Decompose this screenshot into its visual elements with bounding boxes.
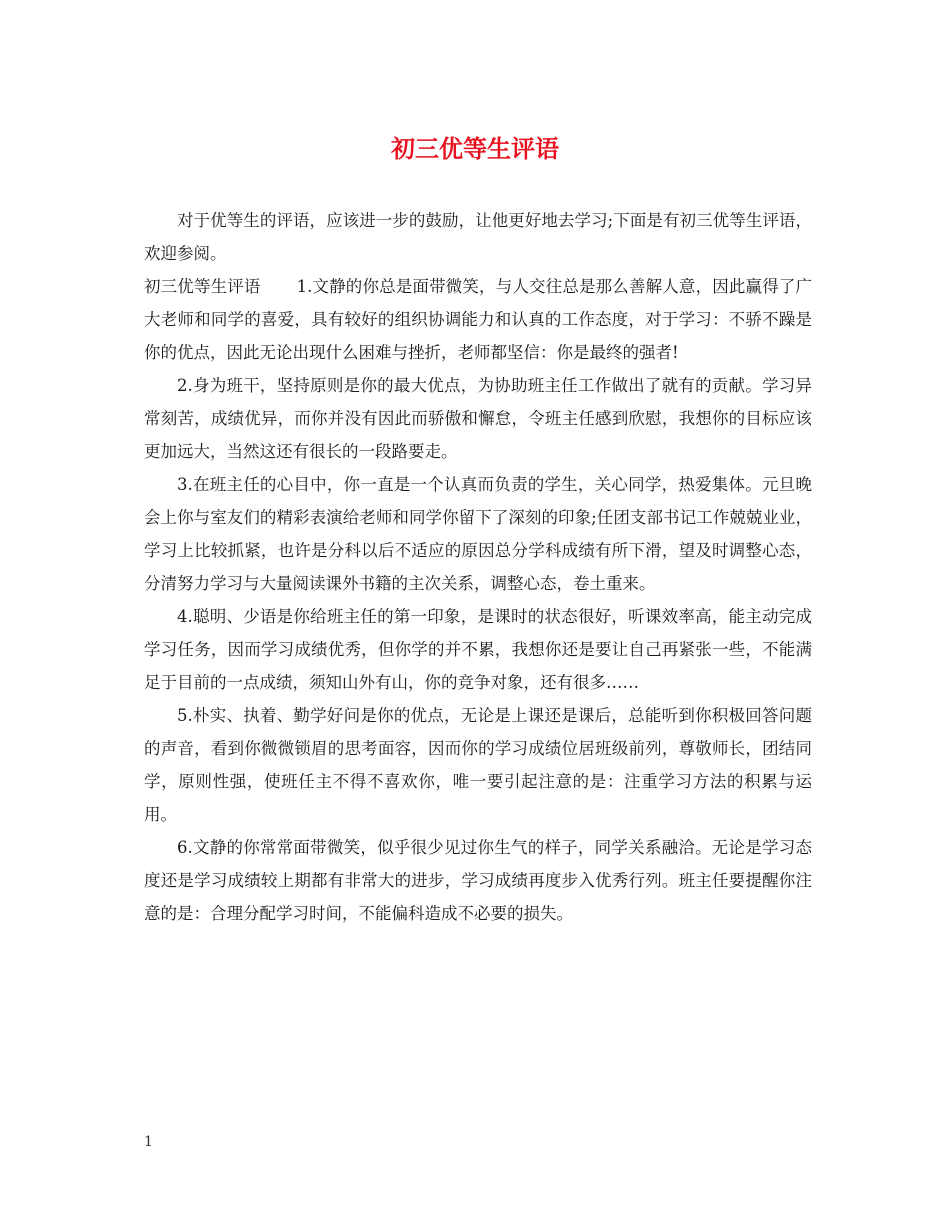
document-title: 初三优等生评语 [391,134,559,163]
section-heading: 初三优等生评语 [144,277,261,296]
item-6-paragraph: 6.文静的你常常面带微笑，似乎很少见过你生气的样子，同学关系融洽。无论是学习态度还是学习成绩较上期都有非常大的进步，学习成绩再度步入优秀行列。班主任要提醒你注意的是：合理分配学习时间，不能偏科造成不必要的损失。 [144,838,812,923]
item-3-paragraph: 3.在班主任的心目中，你一直是一个认真而负责的学生，关心同学，热爱集体。元旦晚会上你与室友们的精彩表演给老师和同学你留下了深刻的印象;任团支部书记工作兢兢业业，学习上比较抓紧，也许是分科以后不适应的原因总分学科成绩有所下滑，望及时调整心态，分清努力学习与大量阅读课外书籍的主次关系，调整心态，卷土重来。 [144,475,812,593]
intro-paragraph: 对于优等生的评语，应该进一步的鼓励，让他更好地去学习;下面是有初三优等生评语，欢迎参阅。 [144,211,812,263]
item-2-paragraph: 2.身为班干，坚持原则是你的最大优点，为协助班主任工作做出了就有的贡献。学习异常刻苦，成绩优异，而你并没有因此而骄傲和懈怠，令班主任感到欣慰，我想你的目标应该更加远大，当然这还有很长的一段路要走。 [144,376,812,461]
item-4-paragraph: 4.聪明、少语是你给班主任的第一印象，是课时的状态很好，听课效率高，能主动完成学习任务，因而学习成绩优秀，但你学的并不累，我想你还是要让自己再紧张一些，不能满足于目前的一点成绩，须知山外有山，你的竞争对象，还有很多…… [144,607,812,692]
item-1-text: 1.文静的你总是面带微笑，与人交往总是那么善解人意，因此赢得了广大老师和同学的喜爱，具有较好的组织协调能力和认真的工作态度，对于学习：不骄不躁是你的优点，因此无论出现什么困难与挫折，老师都坚信：你是最终的强者! [144,277,812,362]
document-body [144,204,812,930]
page-number: 1 [144,1134,153,1150]
first-item-paragraph [144,270,812,369]
item-5-paragraph: 5.朴实、执着、勤学好问是你的优点，无论是上课还是课后，总能听到你积极回答问题的声音，看到你微微锁眉的思考面容，因而你的学习成绩位居班级前列，尊敬师长，团结同学，原则性强，使班任主不得不喜欢你，唯一要引起注意的是：注重学习方法的积累与运用。 [144,706,812,824]
